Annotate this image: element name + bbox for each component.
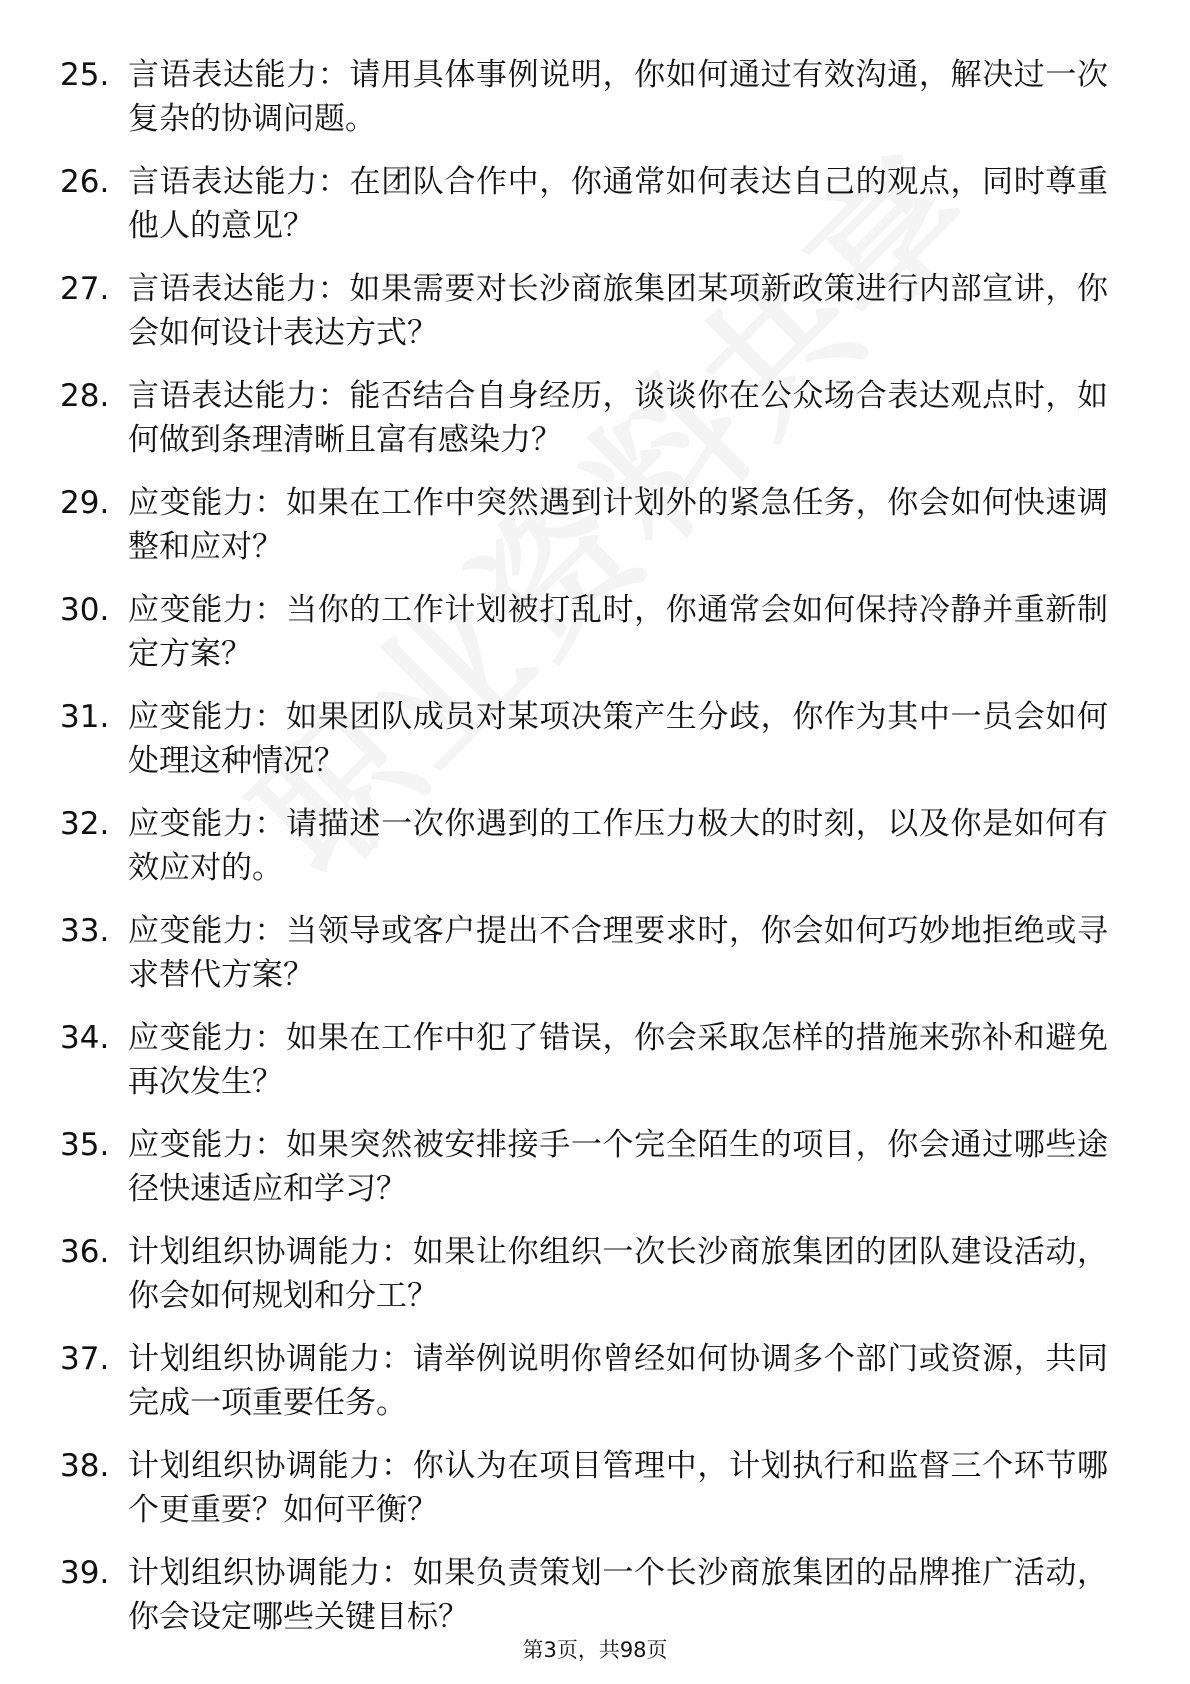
question-text: 应变能力：如果突然被安排接手一个完全陌生的项目，你会通过哪些途径快速适应和学习？	[128, 1127, 1108, 1207]
question-number: 34.	[60, 1020, 110, 1056]
question-number: 37.	[60, 1341, 110, 1377]
question-number: 33.	[60, 913, 110, 949]
question-text: 言语表达能力：如果需要对长沙商旅集团某项新政策进行内部宣讲，你会如何设计表达方式？	[128, 271, 1108, 351]
question-text: 言语表达能力：请用具体事例说明，你如何通过有效沟通，解决过一次复杂的协调问题。	[128, 57, 1108, 137]
question-item	[60, 909, 1120, 1016]
question-text: 计划组织协调能力：如果负责策划一个长沙商旅集团的品牌推广活动，你会设定哪些关键目标？	[128, 1555, 1108, 1635]
question-item	[60, 1230, 1120, 1337]
question-item	[60, 1337, 1120, 1444]
question-text: 应变能力：如果团队成员对某项决策产生分歧，你作为其中一员会如何处理这种情况？	[128, 699, 1108, 779]
question-list	[60, 53, 1120, 1658]
question-item	[60, 1444, 1120, 1551]
question-item	[60, 802, 1120, 909]
page-number: 第3页，共98页	[522, 1638, 668, 1662]
question-text: 计划组织协调能力：如果让你组织一次长沙商旅集团的团队建设活动，你会如何规划和分工？	[128, 1234, 1108, 1314]
question-number: 26.	[60, 164, 110, 200]
question-item	[60, 267, 1120, 374]
question-number: 32.	[60, 806, 110, 842]
question-item	[60, 695, 1120, 802]
question-text: 应变能力：当领导或客户提出不合理要求时，你会如何巧妙地拒绝或寻求替代方案？	[128, 913, 1108, 993]
question-item	[60, 588, 1120, 695]
question-item	[60, 53, 1120, 160]
question-text: 计划组织协调能力：你认为在项目管理中，计划执行和监督三个环节哪个更重要？如何平衡？	[128, 1448, 1108, 1528]
question-number: 28.	[60, 378, 110, 414]
question-item	[60, 374, 1120, 481]
question-number: 27.	[60, 271, 110, 307]
question-number: 36.	[60, 1234, 110, 1270]
question-number: 31.	[60, 699, 110, 735]
question-text: 应变能力：当你的工作计划被打乱时，你通常会如何保持冷静并重新制定方案？	[128, 592, 1108, 672]
question-item	[60, 1016, 1120, 1123]
question-number: 29.	[60, 485, 110, 521]
question-text: 计划组织协调能力：请举例说明你曾经如何协调多个部门或资源，共同完成一项重要任务。	[128, 1341, 1108, 1421]
question-item	[60, 160, 1120, 267]
question-text: 应变能力：如果在工作中突然遇到计划外的紧急任务，你会如何快速调整和应对？	[128, 485, 1108, 565]
question-number: 25.	[60, 57, 110, 93]
question-number: 35.	[60, 1127, 110, 1163]
question-text: 应变能力：请描述一次你遇到的工作压力极大的时刻，以及你是如何有效应对的。	[128, 806, 1108, 886]
question-number: 39.	[60, 1555, 110, 1591]
question-text: 应变能力：如果在工作中犯了错误，你会采取怎样的措施来弥补和避免再次发生？	[128, 1020, 1108, 1100]
question-item	[60, 1123, 1120, 1230]
question-number: 38.	[60, 1448, 110, 1484]
question-text: 言语表达能力：能否结合自身经历，谈谈你在公众场合表达观点时，如何做到条理清晰且富有感染力？	[128, 378, 1108, 458]
question-text: 言语表达能力：在团队合作中，你通常如何表达自己的观点，同时尊重他人的意见？	[128, 164, 1108, 244]
question-number: 30.	[60, 592, 110, 628]
question-item	[60, 481, 1120, 588]
